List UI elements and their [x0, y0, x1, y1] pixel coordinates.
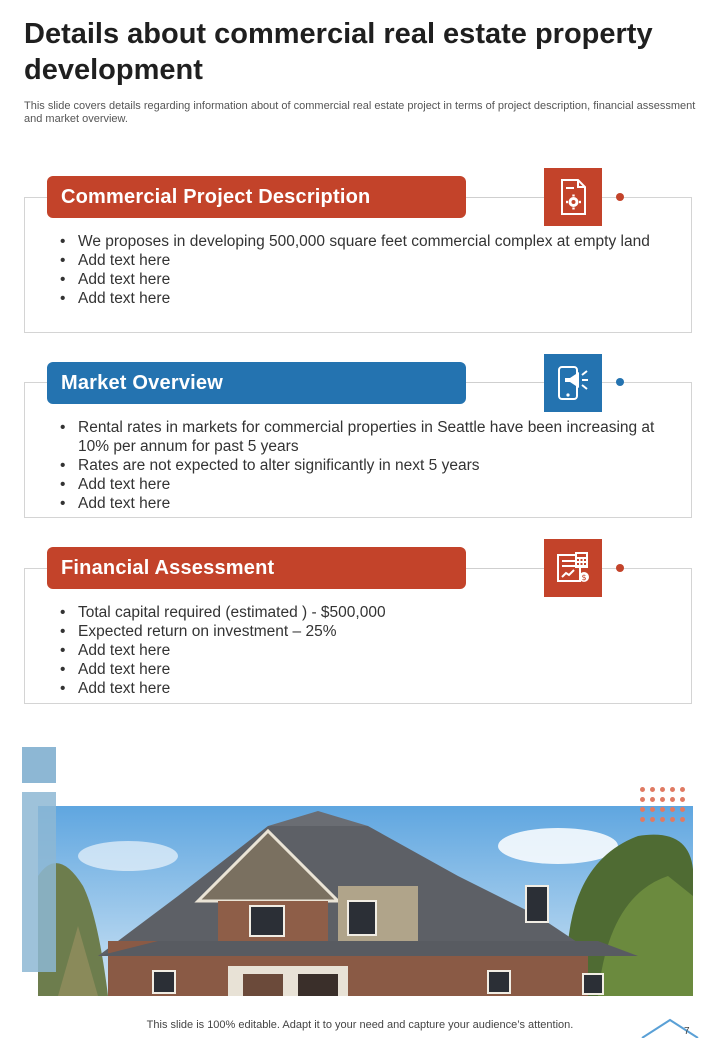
calculator-report-icon — [544, 539, 602, 597]
section-heading: Commercial Project Description — [47, 176, 466, 218]
connector-line — [466, 382, 544, 383]
list-item: • Rates are not expected to alter significantly in next 5 years — [60, 456, 680, 475]
list-item: • Add text here — [60, 641, 680, 660]
list-item: • Total capital required (estimated ) - $500,000 — [60, 603, 680, 622]
footer-note: This slide is 100% editable. Adapt it to your need and capture your audience’s attention. — [146, 1019, 574, 1031]
list-item: • Add text here — [60, 494, 680, 513]
connector-dot — [616, 193, 624, 201]
decorative-bar — [22, 792, 56, 972]
list-item: • Rental rates in markets for commercial properties in Seattle have been increasing at 10% per annum for past 5 years — [60, 418, 680, 456]
list-item: • Add text here — [60, 679, 680, 698]
list-item: • Expected return on investment – 25% — [60, 622, 680, 641]
list-item: • Add text here — [60, 270, 680, 289]
list-item: • Add text here — [60, 251, 680, 270]
list-item: • We proposes in developing 500,000 square feet commercial complex at empty land — [60, 232, 680, 251]
page-number: 7 — [684, 1026, 690, 1037]
page-title: Details about commercial real estate property development — [24, 18, 653, 86]
home-icon — [640, 1018, 700, 1038]
house-photo — [38, 806, 693, 996]
connector-line — [466, 568, 544, 569]
bullet-list — [60, 232, 680, 308]
list-item: • Add text here — [60, 660, 680, 679]
connector-dot — [616, 564, 624, 572]
connector-dot — [616, 378, 624, 386]
list-item: • Add text here — [60, 289, 680, 308]
page-subtitle: This slide covers details regarding information about of commercial real estate project in terms of project description, financial assessment and market overview. — [24, 100, 696, 125]
document-gear-icon — [544, 168, 602, 226]
bullet-list — [60, 418, 680, 513]
section-heading: Market Overview — [47, 362, 466, 404]
connector-line — [466, 197, 544, 198]
phone-megaphone-icon — [544, 354, 602, 412]
svg-text:$: $ — [581, 573, 587, 582]
decorative-square — [22, 747, 56, 783]
section-heading: Financial Assessment — [47, 547, 466, 589]
list-item: • Add text here — [60, 475, 680, 494]
decorative-dots — [640, 787, 686, 827]
bullet-list — [60, 603, 680, 698]
